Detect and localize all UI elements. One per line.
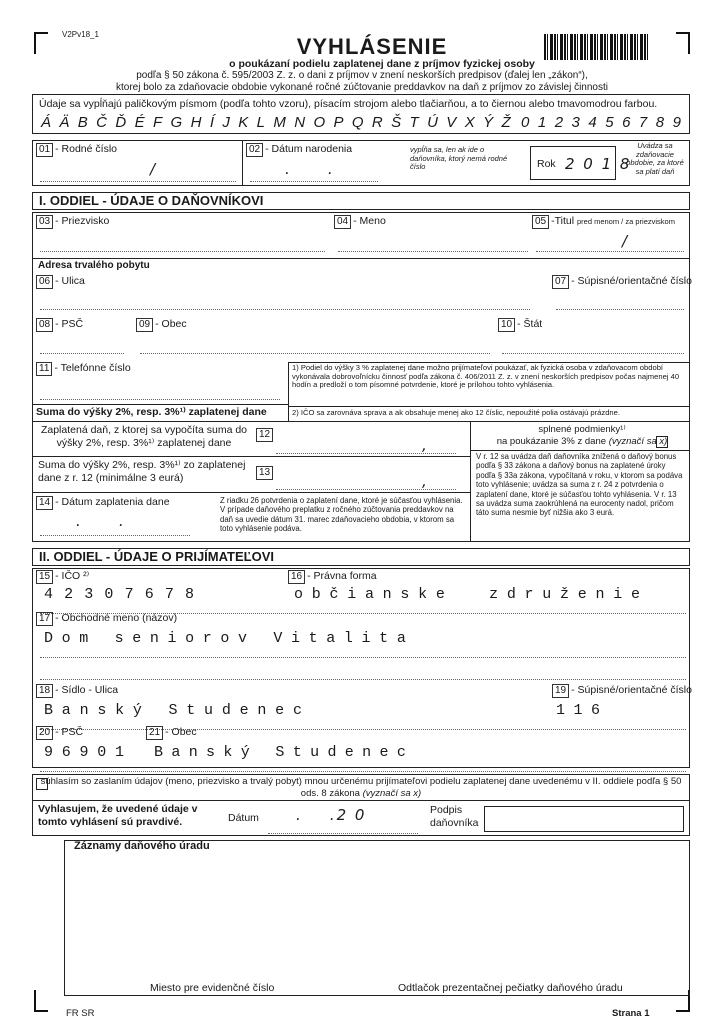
sample-digit: 4: [588, 114, 597, 131]
organization-name-char: i: [167, 630, 177, 647]
legal-form-char: n: [595, 586, 605, 603]
legal-form-char: e: [435, 586, 445, 603]
divider: [470, 450, 690, 451]
field-13-description: Suma do výšky 2%, resp. 3%¹⁾ zo zaplatenej dane z r. 12 (minimálne 3 eurá): [38, 459, 246, 484]
birth-date-input[interactable]: . .: [285, 160, 333, 178]
consent-mark-hint: (vyznačí sa x): [362, 788, 422, 799]
signature-label: Podpis daňovníka: [430, 804, 479, 829]
sample-letter: V: [446, 114, 457, 131]
divider: [32, 492, 470, 493]
field-label: - Štát: [517, 318, 543, 330]
law-line-1: podľa § 50 zákona č. 595/2003 Z. z. o dani z príjmov v znení neskorších predpisov (ďalej len „zákon“),: [136, 70, 588, 81]
legal-form-char: k: [418, 586, 428, 603]
field-label: - Súpisné/orientačné číslo: [571, 684, 692, 696]
legal-form-char: a: [364, 586, 374, 603]
legal-form-char: b: [311, 586, 321, 603]
conditions-checkbox[interactable]: [656, 436, 668, 448]
organization-name-char: o: [61, 630, 71, 647]
organization-name-char: a: [326, 630, 336, 647]
sample-digit: 1: [537, 114, 547, 131]
sample-letter: Ý: [483, 114, 494, 131]
field-number: 17: [36, 612, 53, 626]
conditions-text-3: (vyznačí sa x): [608, 436, 668, 447]
divider: [32, 404, 288, 405]
birth-number-line: [40, 168, 236, 182]
field-12-number: [256, 428, 275, 442]
sample-letter: É: [134, 114, 145, 131]
footer-publisher: FR SR: [66, 1008, 95, 1019]
field-number: 16: [288, 570, 305, 584]
field-label: - Obec: [165, 726, 197, 738]
sample-letter: N: [294, 114, 306, 131]
recipient-street-char: e: [239, 702, 249, 719]
recipient-city-char: e: [379, 744, 389, 761]
recipient-city-char: B: [154, 744, 164, 761]
date-label: Dátum: [228, 812, 259, 824]
legal-form-char: z: [489, 586, 499, 603]
title-line: [536, 238, 684, 252]
recipient-street-char: n: [79, 702, 89, 719]
field-label: - Ulica: [55, 275, 85, 287]
ico-char: 3: [84, 586, 94, 603]
field-20-label: [36, 726, 83, 740]
ico-char: 7: [164, 586, 174, 603]
sample-letter: J: [222, 114, 230, 131]
payment-date-line: [40, 522, 190, 536]
recipient-city-char: s: [206, 744, 216, 761]
organization-name-char: o: [220, 630, 230, 647]
signature-field[interactable]: [484, 806, 684, 832]
sample-letter: K: [238, 114, 249, 131]
country-input[interactable]: [502, 340, 684, 354]
sample-letters: [41, 114, 511, 131]
legal-form-char: n: [382, 586, 392, 603]
field-13-number: [256, 466, 275, 480]
legal-form-char: o: [294, 586, 304, 603]
legal-form-char: u: [542, 586, 552, 603]
field-number: 21: [146, 726, 163, 740]
field-14-note: Z riadku 26 potvrdenia o zaplatení dane, ktoré je súčasťou vyhlásenia. V prípade daňového preplatku z ročného zúčtovania preddavkov na daň sa uvedie dátum 31. marec zdaňovacieho obdobia, v ktorom sa toto vyhlásenie podáva.: [220, 496, 463, 534]
field-number: 09: [136, 318, 153, 332]
field-label: - IČO ²⁾: [55, 570, 90, 582]
field-11-label: [36, 362, 131, 376]
page-number: Strana 1: [612, 1008, 650, 1019]
organization-name-char: e: [132, 630, 142, 647]
field-09-label: [136, 318, 187, 332]
recipient-street-char: ý: [132, 702, 142, 719]
field-15-label: [36, 570, 89, 584]
firstname-input[interactable]: [338, 238, 528, 252]
legal-form-char: ž: [560, 586, 570, 603]
share-amount-comma: ,: [422, 472, 427, 490]
recipient-street-char: n: [257, 702, 267, 719]
recipient-city-char: t: [292, 744, 302, 761]
sample-letter: Ž: [501, 114, 511, 131]
paid-tax-comma: ,: [422, 436, 427, 454]
page-title: VYHLÁSENIE: [296, 34, 448, 59]
recipient-street-char: c: [292, 702, 302, 719]
recipient-city-char: k: [223, 744, 233, 761]
organization-name-char: i: [361, 630, 371, 647]
recipient-house-number-char: 1: [556, 702, 566, 719]
ico-char: 4: [44, 586, 54, 603]
paid-tax-input[interactable]: [276, 440, 456, 454]
sample-letter: Š: [391, 114, 402, 131]
field-label: - Rodné číslo: [55, 143, 117, 155]
recipient-city-char: e: [344, 744, 354, 761]
ico-char: 8: [184, 586, 194, 603]
footnote-2: 2) IČO sa zarovnáva sprava a ak obsahuje menej ako 12 číslic, nepoužité polia ostávajú prázdne.: [292, 408, 620, 417]
ico-char: 0: [104, 586, 114, 603]
sample-digit: 7: [638, 114, 648, 131]
legal-form-char: č: [329, 586, 339, 603]
organization-name-char: a: [396, 630, 406, 647]
city-input[interactable]: [140, 340, 490, 354]
field-04-label: [334, 215, 386, 229]
field-10-label: [498, 318, 542, 332]
recipient-city-char: n: [362, 744, 372, 761]
field-02-label: [246, 143, 352, 157]
year-box: [530, 146, 632, 180]
divider: [470, 421, 471, 542]
recipient-postal-code-char: 6: [61, 744, 71, 761]
field-16-label: [288, 570, 377, 584]
recipient-street-char: u: [204, 702, 214, 719]
sample-letter: Ú: [427, 114, 438, 131]
ico-char: 6: [144, 586, 154, 603]
sample-letter: G: [170, 114, 183, 131]
recipient-house-number-char: 6: [590, 702, 600, 719]
barcode: [544, 34, 648, 60]
recipient-postal-code-char: 9: [79, 744, 89, 761]
sample-letter: Ä: [59, 114, 70, 131]
divider: [288, 362, 690, 363]
sample-letter: X: [464, 114, 475, 131]
field-number: 15: [36, 570, 53, 584]
sample-digit: 6: [622, 114, 631, 131]
sample-letter: L: [256, 114, 265, 131]
field-number: 01: [36, 143, 53, 157]
recipient-postal-code-char: 1: [114, 744, 124, 761]
field-number: 03: [36, 215, 53, 229]
field-number: 12: [256, 428, 273, 442]
field-number: 02: [246, 143, 263, 157]
birth-date-note: vypĺňa sa, len ak ide o daňovníka, ktorý nemá rodné číslo: [410, 145, 508, 172]
title-input[interactable]: /: [622, 232, 628, 250]
field-14-label: [36, 496, 170, 510]
address-heading: Adresa trvalého pobytu: [38, 260, 150, 271]
organization-name-char: v: [238, 630, 248, 647]
consent-statement: súhlasím so zaslaním údajov (meno, priezvisko a trvalý pobyt) mnou určenému prijímateľovi podielu zaplatenej dane uvedenému v II. oddiele podľa § 50 ods. 8 zákona: [40, 776, 682, 799]
field-number: 04: [334, 215, 351, 229]
field-label: - Meno: [353, 215, 386, 227]
recipient-street-char: k: [115, 702, 125, 719]
field-number: 08: [36, 318, 53, 332]
recipient-street-char: d: [221, 702, 231, 719]
field-08-label: [36, 318, 83, 332]
sample-letter: M: [273, 114, 286, 131]
corner-mark-bottom-left: [34, 990, 48, 1012]
field-label: - Právna forma: [307, 570, 377, 582]
sample-digits: [521, 114, 681, 131]
postal-code-input[interactable]: [40, 340, 124, 354]
conditions-text-1: splnené podmienky¹⁾: [538, 424, 626, 435]
field-07-label: [552, 275, 692, 289]
share-amount-input[interactable]: [276, 476, 456, 490]
legal-form-char: r: [524, 586, 534, 603]
field-label: - Telefónne číslo: [54, 362, 131, 374]
office-records-box: [64, 840, 690, 996]
organization-name-char: l: [343, 630, 353, 647]
field-label-small: pred menom / za priezviskom: [577, 217, 675, 226]
instructions-box: [32, 94, 690, 134]
law-line-2: ktorej bolo za zdaňovacie obdobie vykonané ročné zúčtovanie preddavkov na daň z príjmov zo závislej činnosti: [116, 82, 608, 93]
sample-letter: B: [77, 114, 88, 131]
sample-digit: 8: [655, 114, 665, 131]
sample-digit: 5: [605, 114, 614, 131]
field-18-label: [36, 684, 118, 698]
field-number: 20: [36, 726, 53, 740]
legal-form-char: i: [347, 586, 357, 603]
divider: [32, 258, 690, 259]
field-label: - Sídlo - Ulica: [55, 684, 119, 696]
street-input[interactable]: [40, 296, 530, 310]
recipient-city-char: a: [171, 744, 181, 761]
field-number: 14: [36, 496, 53, 510]
sample-digit: 9: [672, 114, 681, 131]
recipient-city-char: S: [275, 744, 285, 761]
recipient-street-char: a: [61, 702, 71, 719]
legal-form-char: i: [613, 586, 623, 603]
recipient-postal-code-char: 0: [97, 744, 107, 761]
date-line: [268, 820, 418, 834]
field-label: -Titul: [551, 215, 575, 227]
sample-letter: Ď: [115, 114, 127, 131]
sample-digit: 2: [554, 114, 564, 131]
field-number: 06: [36, 275, 53, 289]
surname-input[interactable]: [40, 238, 325, 252]
organization-name-char: t: [379, 630, 389, 647]
recipient-postal-code-char: 9: [44, 744, 54, 761]
ico-char: 2: [64, 586, 74, 603]
recipient-street-char: B: [44, 702, 54, 719]
field-number: 18: [36, 684, 53, 698]
field-label: - PSČ: [55, 726, 84, 738]
field-label: - Dátum narodenia: [265, 143, 353, 155]
sample-letter: F: [153, 114, 163, 131]
row-line: [40, 758, 686, 772]
sample-letter: Q: [351, 114, 364, 131]
conditions-text-2: na poukázanie 3% z dane: [496, 436, 607, 447]
legal-form-char: s: [400, 586, 410, 603]
field-number: 05: [532, 215, 549, 229]
divider: [242, 140, 243, 186]
recipient-city-char: ý: [240, 744, 250, 761]
field-number: 07: [552, 275, 569, 289]
tax-share-heading: Suma do výšky 2%, resp. 3%¹⁾ zaplatenej dane: [36, 406, 267, 418]
sample-letter: R: [371, 114, 383, 131]
sample-letter: H: [190, 114, 202, 131]
row-line: [40, 666, 686, 680]
legal-form-char: e: [630, 586, 640, 603]
field-label: - PSČ: [55, 318, 84, 330]
declaration-text: Vyhlasujem, že uvedené údaje v tomto vyhlásení sú pravdivé.: [38, 803, 198, 828]
recipient-house-number-char: 1: [573, 702, 583, 719]
section-2-title: II. ODDIEL - ÚDAJE O PRIJÍMATEĽOVI: [32, 548, 690, 566]
recipient-street-char: e: [275, 702, 285, 719]
instructions-text: Údaje sa vypĺňajú paličkovým písmom (podľa tohto vzoru), písacím strojom alebo tlačiarňou, a to čiernou alebo tmavomodrou farbou.: [39, 98, 658, 110]
birth-date-line: [250, 168, 378, 182]
divider: [288, 406, 690, 407]
office-stamp-place: Odtlačok prezentačnej pečiatky daňového úradu: [398, 982, 623, 994]
year-label: Rok: [537, 158, 556, 170]
legal-form-char: e: [577, 586, 587, 603]
sample-letter: Č: [96, 114, 108, 131]
field-number: 19: [552, 684, 569, 698]
recipient-street-char: S: [168, 702, 178, 719]
field-number: 11: [36, 362, 52, 376]
divider: [32, 421, 690, 422]
field-label: - Obchodné meno (názov): [55, 612, 178, 624]
row-line: [40, 644, 686, 658]
evidence-number-place: Miesto pre evidenčné číslo: [150, 982, 275, 994]
date-input[interactable]: . .2 0: [296, 806, 367, 824]
field-17-label: [36, 612, 177, 626]
house-number-input[interactable]: [556, 296, 684, 310]
field-19-label: [552, 684, 692, 698]
field-number: 13: [256, 466, 273, 480]
payment-date-input[interactable]: . .: [76, 512, 124, 530]
sample-letter: P: [333, 114, 344, 131]
year-input[interactable]: 2 0 1 8: [565, 155, 632, 173]
field-label: - Dátum zaplatenia dane: [55, 496, 170, 508]
ico-char: 7: [124, 586, 134, 603]
field-12-description: Zaplatená daň, z ktorej sa vypočíta suma do výšky 2%, resp. 3%¹⁾ zaplatenej dane: [40, 424, 248, 449]
form-code: V2Pv18_1: [62, 30, 99, 39]
sample-letter: Í: [209, 114, 214, 131]
office-records-title: Záznamy daňového úradu: [74, 840, 210, 852]
organization-name-char: i: [290, 630, 300, 647]
organization-name-char: s: [114, 630, 124, 647]
organization-name-char: n: [149, 630, 159, 647]
section-1-title: I. ODDIEL - ÚDAJE O DAŇOVNÍKOVI: [32, 192, 690, 210]
sample-digit: 0: [521, 114, 530, 131]
sample-digit: 3: [571, 114, 580, 131]
phone-input[interactable]: [40, 386, 280, 400]
recipient-street-char: t: [186, 702, 196, 719]
row-line: [40, 716, 686, 730]
birth-number-input[interactable]: /: [150, 160, 156, 178]
recipient-city-char: c: [396, 744, 406, 761]
field-number: 10: [498, 318, 515, 332]
recipient-street-char: s: [97, 702, 107, 719]
organization-name-char: t: [308, 630, 318, 647]
organization-name-char: V: [273, 630, 283, 647]
field-label: - Obec: [155, 318, 187, 330]
recipient-city-char: n: [188, 744, 198, 761]
organization-name-char: r: [202, 630, 212, 647]
consent-text: [36, 776, 686, 800]
field-01-label: [36, 143, 117, 157]
field-06-label: [36, 275, 85, 289]
year-note: Uvádza sa zdaňovacie obdobie, za ktoré sa platí daň: [626, 141, 684, 176]
field-label: - Priezvisko: [55, 215, 110, 227]
organization-name-char: D: [44, 630, 54, 647]
sample-letter: T: [409, 114, 419, 131]
organization-name-char: o: [185, 630, 195, 647]
field-05-label: [532, 215, 675, 229]
footnote-1: 1) Podiel do výšky 3 % zaplatenej dane možno prijímateľovi poukázať, ak fyzická osoba v zdaňovacom období vykonávala dobrovoľnícku činnosť podľa zákona č. 406/2011 Z. z. v znení neskorších predpisov počas najmenej 40 hodín a predloží o tom písomné potvrdenie, ktoré je prílohou tohto vyhlásenia.: [292, 363, 680, 390]
divider: [288, 362, 289, 422]
sample-letter: O: [313, 114, 326, 131]
divider: [32, 456, 470, 457]
sample-letter: Á: [41, 114, 52, 131]
field-21-label: [146, 726, 197, 740]
field-13-note: V r. 12 sa uvádza daň daňovníka znížená o daňový bonus podľa § 33 zákona a daňový bonus na zaplatené úroky podľa § 33a zákona, vypočítaná v roku, v ktorom sa podáva toto vyhlásenie; uvádza sa suma z r. 24 z potvrdenia o zaplatení dane, ktoré je súčasťou tohto vyhlásenia. V r. 13 sa uvádza suma zaokrúhlená na eurocenty nadol, pričom táto suma nesmie byť nižšia ako 3 eurá.: [476, 452, 683, 518]
field-03-label: [36, 215, 109, 229]
recipient-city-char: u: [310, 744, 320, 761]
field-label: - Súpisné/orientačné číslo: [571, 275, 692, 287]
recipient-city-char: d: [327, 744, 337, 761]
legal-form-char: d: [506, 586, 516, 603]
subtitle: o poukázaní podielu zaplatenej dane z príjmov fyzickej osoby: [229, 58, 535, 70]
divider: [32, 800, 690, 801]
organization-name-char: m: [79, 630, 89, 647]
